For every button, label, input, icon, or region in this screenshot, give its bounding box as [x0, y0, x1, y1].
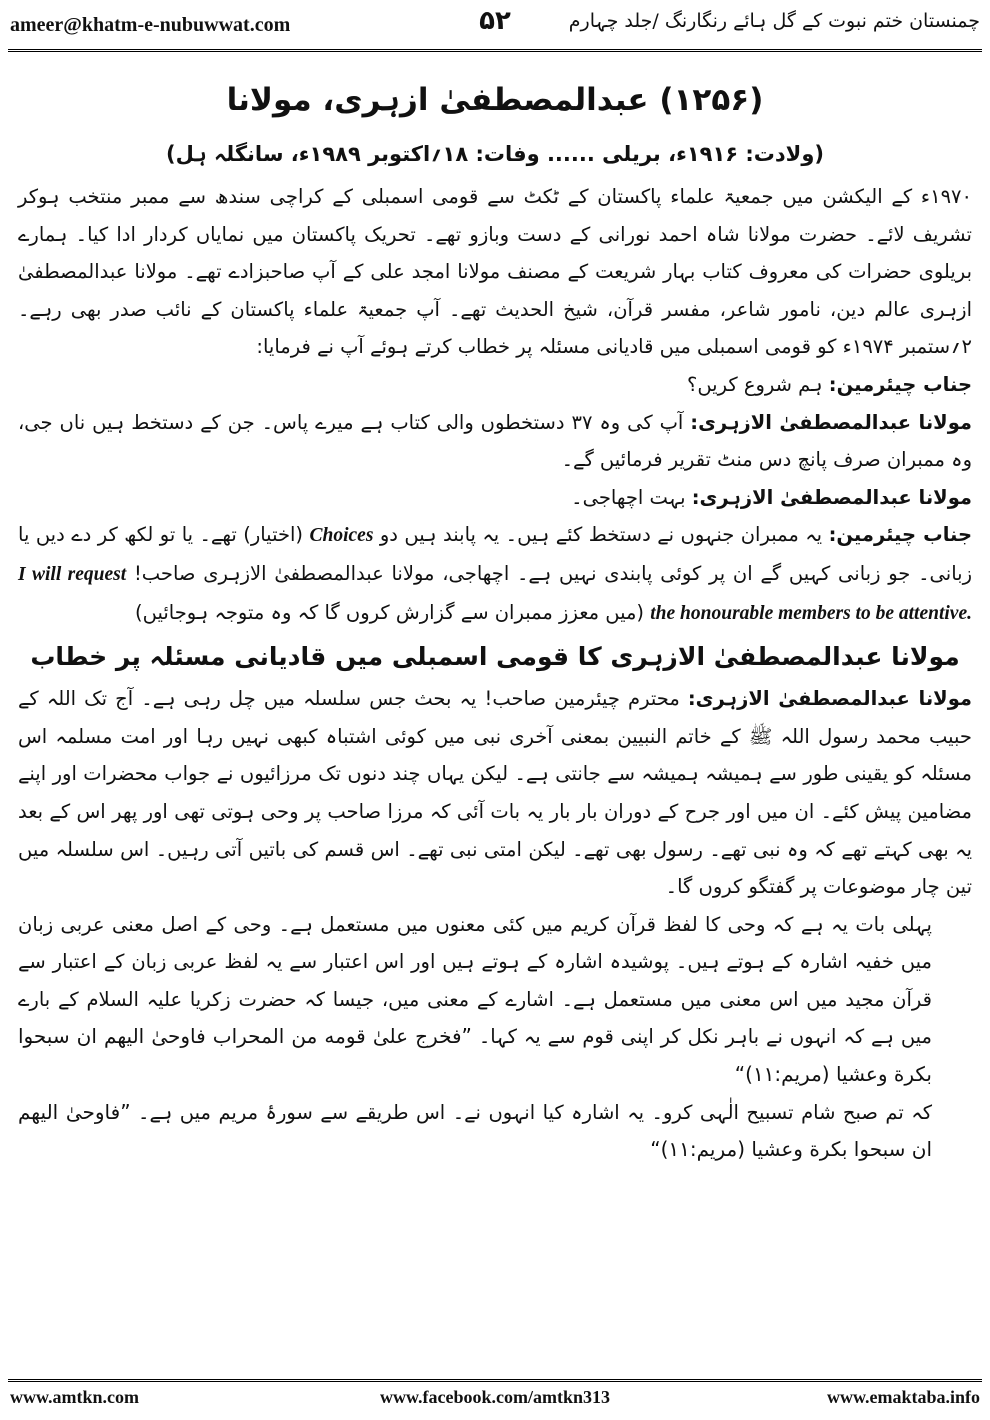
speech-paragraph [18, 680, 972, 906]
speech-subheading: مولانا عبدالمصطفیٰ الازہری کا قومی اسمبلی میں قادیانی مسئلہ پر خطاب [30, 642, 960, 672]
dialogue-line [18, 479, 972, 517]
dialogue-line [18, 366, 972, 404]
page-header [0, 0, 990, 50]
speaker-label: مولانا عبدالمصطفیٰ الازہری: [687, 687, 972, 711]
intro-paragraph: ۱۹۷۰ء کے الیکشن میں جمعیۃ علماء پاکستان کے ٹکٹ سے قومی اسمبلی کے کراچی سندھ سے ممبر منتخب ہوکر تشریف لائے۔ حضرت مولانا شاہ احمد نورانی کے دست وبازو تھے۔ تحریک پاکستان میں نمایاں کردار ادا کیا۔ ہمارے بریلوی حضرات کی معروف کتاب بہار شریعت کے مصنف مولانا امجد علی کے آپ صاحبزادے تھے۔ مولانا عبدالمصطفیٰ ازہری عالم دین، نامور شاعر، مفسر قرآن، شیخ الحدیث تھے۔ آپ جمعیۃ علماء پاکستان کے نائب صدر بھی رہے۔ ۲؍ستمبر ۱۹۷۴ء کو قومی اسمبلی میں قادیانی مسئلہ پر خطاب کرتے ہوئے آپ نے فرمایا: [18, 185, 972, 359]
birth-death-dates: (ولادت: ۱۹۱۶ء، بریلی ...... وفات: ۱۸؍اکتوبر ۱۹۸۹ء، سانگلہ ہل) [166, 142, 824, 166]
dialogue-text: یہ ممبران جنہوں نے دستخط کئے ہیں۔ یہ پابند ہیں دو [379, 523, 823, 547]
speech-text: محترم چیئرمین صاحب! یہ بحث جس سلسلہ میں چل رہی ہے۔ آج تک اللہ کے حبیب محمد رسول اللہ ﷺ کے خاتم النبیین بمعنی آخری نبی میں کوئی اشتباہ کبھی نہیں رہا اور امت مسلمہ اس مسئلہ کو یقینی طور سے ہمیشہ ہمیشہ سے جانتی ہے۔ لیکن یہاں چند دنوں تک مرزائیوں نے جواب محضرات اور اپنے مضامین پیش کئے۔ ان میں اور جرح کے دوران بار بار یہ بات آئی کہ مرزا صاحب پر وحی ہوتی تھی اور پھر اس کے بعد یہ بھی کہتے تھے کہ وہ نبی تھے۔ رسول بھی تھے۔ لیکن امتی نبی تھے۔ اس قسم کی باتیں آتی رہیں۔ اس سلسلہ میں تین چار موضوعات پر گفتگو کروں گا۔ [18, 687, 972, 899]
dialogue-line [18, 516, 972, 632]
speech-text: کہ تم صبح شام تسبیح الٰہی کرو۔ یہ اشارہ کیا انہوں نے۔ اس طریقے سے سورۂ مریم میں ہے۔ [138, 1100, 932, 1124]
speech-paragraph [18, 1094, 972, 1169]
header-email: ameer@khatm-e-nubuwwat.com [10, 14, 291, 36]
article-title: (۱۲۵۶) عبدالمصطفیٰ ازہری، مولانا [226, 82, 764, 118]
speaker-label: جناب چیئرمین: [828, 372, 972, 396]
translation-text: (میں معزز ممبران سے گزارش کروں گا کہ وہ متوجہ ہوجائیں) [135, 600, 645, 624]
english-quote: I will request the honourable members to be attentive. [18, 563, 972, 624]
dialogue-text: ہم شروع کریں؟ [686, 372, 823, 396]
quran-quote: ”فخرج علیٰ قومه من المحراب فاوحیٰ الیهم ان سبحوا بکرة وعشیا (مریم:۱۱)“ [18, 1024, 932, 1087]
header-divider [8, 49, 982, 55]
english-term: Choices [309, 525, 374, 547]
speech-text: پہلی بات یہ ہے کہ وحی کا لفظ قرآن کریم میں کئی معنوں میں مستعمل ہے۔ وحی کے اصل معنی عربی زبان میں خفیہ اشارہ کے ہوتے ہیں۔ پوشیدہ اشارہ کے ہوتے ہیں اور اس اعتبار سے یہ لفظ عربی زبان کے اعتبار سے قرآن مجید میں اس معنی میں مستعمل ہے۔ اشارے کے معنی میں، جیسا کہ حضرت زکریا علیہ السلام کے بارے میں ہے کہ انہوں نے باہر نکل کر اپنی قوم سے یہ کہا۔ [18, 912, 932, 1049]
speaker-label: مولانا عبدالمصطفیٰ الازہری: [690, 410, 973, 434]
dialogue-text: (اختیار) تھے۔ یا تو لکھ کر دے دیں یا زبانی۔ جو زبانی کہیں گے ان پر کوئی پابندی نہیں ہے۔ اچھاجی، مولانا عبدالمصطفیٰ الازہری صاحب! [18, 523, 972, 585]
speaker-label: مولانا عبدالمصطفیٰ الازہری: [691, 485, 972, 509]
footer-link-facebook[interactable]: www.facebook.com/amtkn313 [380, 1387, 610, 1407]
footer-link-amtkn[interactable]: www.amtkn.com [10, 1387, 139, 1407]
quran-quote: ”فاوحیٰ الیهم ان سبحوا بکرة وعشیا (مریم:۱۱)“ [18, 1099, 932, 1162]
book-title: چمنستان ختم نبوت کے گل ہائے رنگارنگ /جلد چہارم [568, 10, 980, 32]
speech-paragraph [18, 906, 972, 1094]
footer-link-emaktaba[interactable]: www.emaktaba.info [826, 1387, 980, 1407]
page-body [18, 58, 972, 1376]
page-footer [0, 1385, 990, 1415]
dialogue-line [18, 404, 972, 479]
dialogue-text: بہت اچھاجی۔ [571, 485, 686, 509]
page-number: ۵۲ [479, 6, 511, 36]
speaker-label: جناب چیئرمین: [828, 523, 973, 547]
dialogue-text: آپ کی وہ ۳۷ دستخطوں والی کتاب ہے میرے پاس۔ جن کے دستخط ہیں ناں جی، وہ ممبران صرف پانچ دس منٹ تقریر فرمائیں گے۔ [18, 410, 972, 472]
